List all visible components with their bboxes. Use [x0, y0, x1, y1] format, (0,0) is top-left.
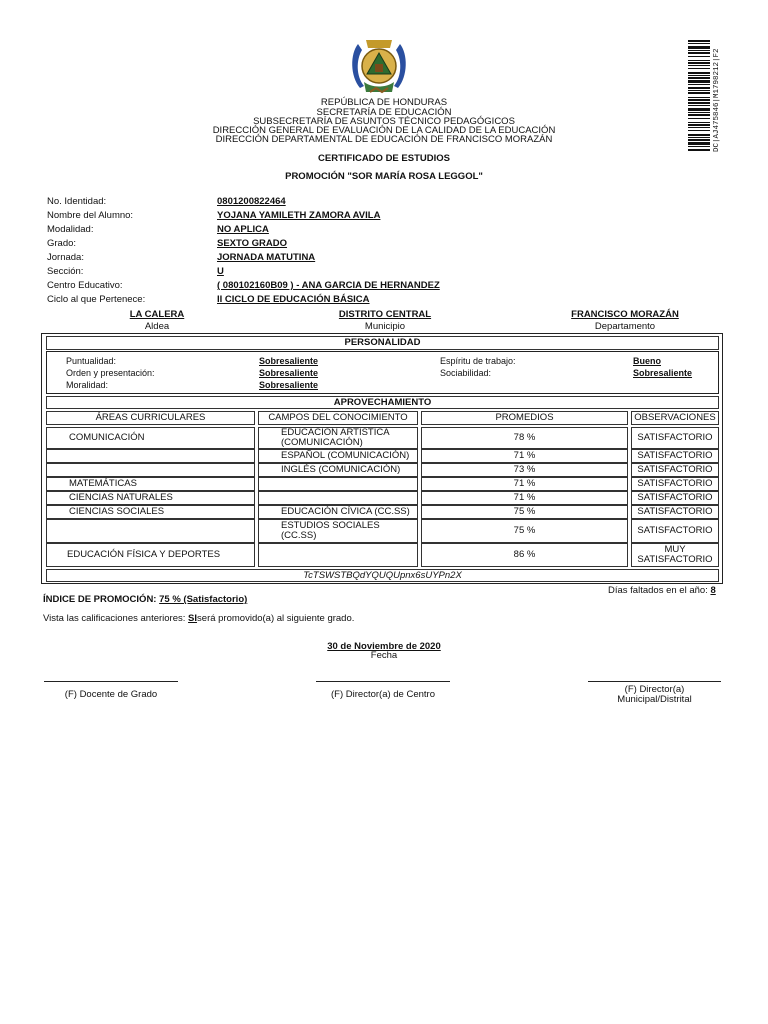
vista-statement [43, 613, 354, 624]
vista-prefix: Vista las calificaciones anteriores: [43, 613, 186, 624]
moralidad-value: Sobresaliente [259, 380, 319, 390]
sociabilidad-label: Sociabilidad: [440, 368, 492, 378]
vista-suffix: será promovido(a) al siguiente grado. [197, 613, 355, 624]
id-value: 0801200822464 [217, 196, 286, 207]
indice-value: 75 % (Satisfactorio) [159, 594, 248, 605]
moralidad-label: Moralidad: [66, 380, 109, 390]
table-row-campo: EDUCACIÓN ARTÍSTICA (COMUNICACIÓN) [258, 427, 418, 449]
header-line-2: SECRETARÍA DE EDUCACIÓN [316, 107, 452, 118]
promotion-name: PROMOCIÓN "SOR MARÍA ROSA LEGGOL" [285, 171, 483, 182]
dias-faltados-value: 8 [710, 585, 716, 596]
table-row-obs: SATISFACTORIO [631, 477, 719, 491]
signature-line-docente [44, 681, 178, 682]
name-label: Nombre del Alumno: [47, 210, 134, 221]
header-line-5: DIRECCIÓN DEPARTAMENTAL DE EDUCACIÓN DE FRANCISCO MORAZÁN [215, 134, 553, 145]
table-row-obs: SATISFACTORIO [631, 449, 719, 463]
table-row-promedio: 71 % [421, 477, 628, 491]
document-title: CERTIFICADO DE ESTUDIOS [318, 153, 450, 164]
seccion-value: U [217, 266, 224, 277]
table-row-campo [258, 491, 418, 505]
departamento-value: FRANCISCO MORAZÁN [571, 309, 679, 320]
departamento-label: Departamento [594, 321, 656, 332]
table-row-obs: SATISFACTORIO [631, 427, 719, 449]
table-row-promedio: 78 % [421, 427, 628, 449]
header-line-1: REPÚBLICA DE HONDURAS [320, 97, 448, 108]
centro-label: Centro Educativo: [47, 280, 123, 291]
col-header-areas: ÁREAS CURRICULARES [46, 411, 255, 425]
table-row-obs: SATISFACTORIO [631, 519, 719, 543]
table-row-area: MATEMÁTICAS [46, 477, 255, 491]
header-line-4: DIRECCIÓN GENERAL DE EVALUACIÓN DE LA CALIDAD DE LA EDUCACIÓN [212, 125, 556, 136]
fecha-value: 30 de Noviembre de 2020 [327, 641, 441, 652]
municipio-value: DISTRITO CENTRAL [338, 309, 432, 320]
ciclo-value: II CICLO DE EDUCACIÓN BÁSICA [217, 294, 370, 305]
signature-line-municipal [588, 681, 721, 682]
table-row-area: COMUNICACIÓN [46, 427, 255, 449]
fecha-label: Fecha [370, 650, 398, 661]
table-row-obs: SATISFACTORIO [631, 505, 719, 519]
jornada-label: Jornada: [47, 252, 84, 263]
table-row-obs: MUY SATISFACTORIO [631, 543, 719, 567]
signature-docente: (F) Docente de Grado [64, 689, 158, 700]
jornada-value: JORNADA MATUTINA [217, 252, 316, 263]
barcode-text: DC|AJ475846|M1798212|F2 [713, 48, 721, 152]
table-row-promedio: 73 % [421, 463, 628, 477]
espiritu-value: Bueno [633, 356, 661, 366]
table-row-campo: ESTUDIOS SOCIALES (CC.SS) [258, 519, 418, 543]
col-header-campos: CAMPOS DEL CONOCIMIENTO [258, 411, 418, 425]
table-row-campo: EDUCACIÓN CÍVICA (CC.SS) [258, 505, 418, 519]
table-row-promedio: 86 % [421, 543, 628, 567]
aldea-value: LA CALERA [129, 309, 185, 320]
aldea-label: Aldea [144, 321, 170, 332]
table-row-obs: SATISFACTORIO [631, 491, 719, 505]
table-row-promedio: 71 % [421, 449, 628, 463]
indice-promocion [43, 594, 247, 605]
signature-municipal-2: Municipal/Distrital [617, 694, 692, 705]
honduras-coat-of-arms-icon [346, 36, 412, 96]
signature-municipal-1: (F) Director(a) [624, 684, 685, 695]
table-row-area: CIENCIAS NATURALES [46, 491, 255, 505]
sociabilidad-value: Sobresaliente [633, 368, 693, 378]
orden-label: Orden y presentación: [66, 368, 155, 378]
personalidad-title: PERSONALIDAD [46, 336, 719, 350]
ciclo-label: Ciclo al que Pertenece: [47, 294, 146, 305]
table-row-area [46, 463, 255, 477]
name-value: YOJANA YAMILETH ZAMORA AVILA [217, 210, 381, 221]
table-row-area [46, 449, 255, 463]
table-row-promedio: 71 % [421, 491, 628, 505]
table-row-area [46, 519, 255, 543]
table-row-campo: ESPAÑOL (COMUNICACIÓN) [258, 449, 418, 463]
orden-value: Sobresaliente [259, 368, 319, 378]
table-row-obs: SATISFACTORIO [631, 463, 719, 477]
table-row-campo: INGLÉS (COMUNICACIÓN) [258, 463, 418, 477]
verification-code: TcTSWSTBQdYQUQUpnx6sUYPn2X [46, 569, 719, 582]
municipio-label: Municipio [364, 321, 406, 332]
col-header-promedios: PROMEDIOS [421, 411, 628, 425]
dias-faltados [608, 585, 716, 596]
puntualidad-label: Puntualidad: [66, 356, 117, 366]
signature-director: (F) Director(a) de Centro [331, 689, 435, 700]
col-header-observaciones: OBSERVACIONES [631, 411, 719, 425]
modalidad-value: NO APLICA [217, 224, 269, 235]
grado-value: SEXTO GRADO [217, 238, 288, 249]
vista-si: SI [188, 613, 198, 624]
table-row-campo [258, 543, 418, 567]
dias-faltados-label: Días faltados en el año: [608, 585, 708, 596]
header-line-3: SUBSECRETARÍA DE ASUNTOS TÉCNICO PEDAGÓGICOS [253, 116, 515, 127]
seccion-label: Sección: [47, 266, 84, 277]
table-row-promedio: 75 % [421, 519, 628, 543]
signature-line-director [316, 681, 450, 682]
grado-label: Grado: [47, 238, 77, 249]
indice-label: ÍNDICE DE PROMOCIÓN: [43, 594, 157, 605]
table-row-promedio: 75 % [421, 505, 628, 519]
aprovechamiento-title: APROVECHAMIENTO [46, 396, 719, 409]
id-label: No. Identidad: [47, 196, 107, 207]
table-row-area: CIENCIAS SOCIALES [46, 505, 255, 519]
table-row-area: EDUCACIÓN FÍSICA Y DEPORTES [46, 543, 255, 567]
table-row-campo [258, 477, 418, 491]
espiritu-label: Espíritu de trabajo: [440, 356, 516, 366]
puntualidad-value: Sobresaliente [259, 356, 319, 366]
centro-value: ( 080102160B09 ) - ANA GARCIA DE HERNANDEZ [217, 280, 440, 291]
modalidad-label: Modalidad: [47, 224, 94, 235]
